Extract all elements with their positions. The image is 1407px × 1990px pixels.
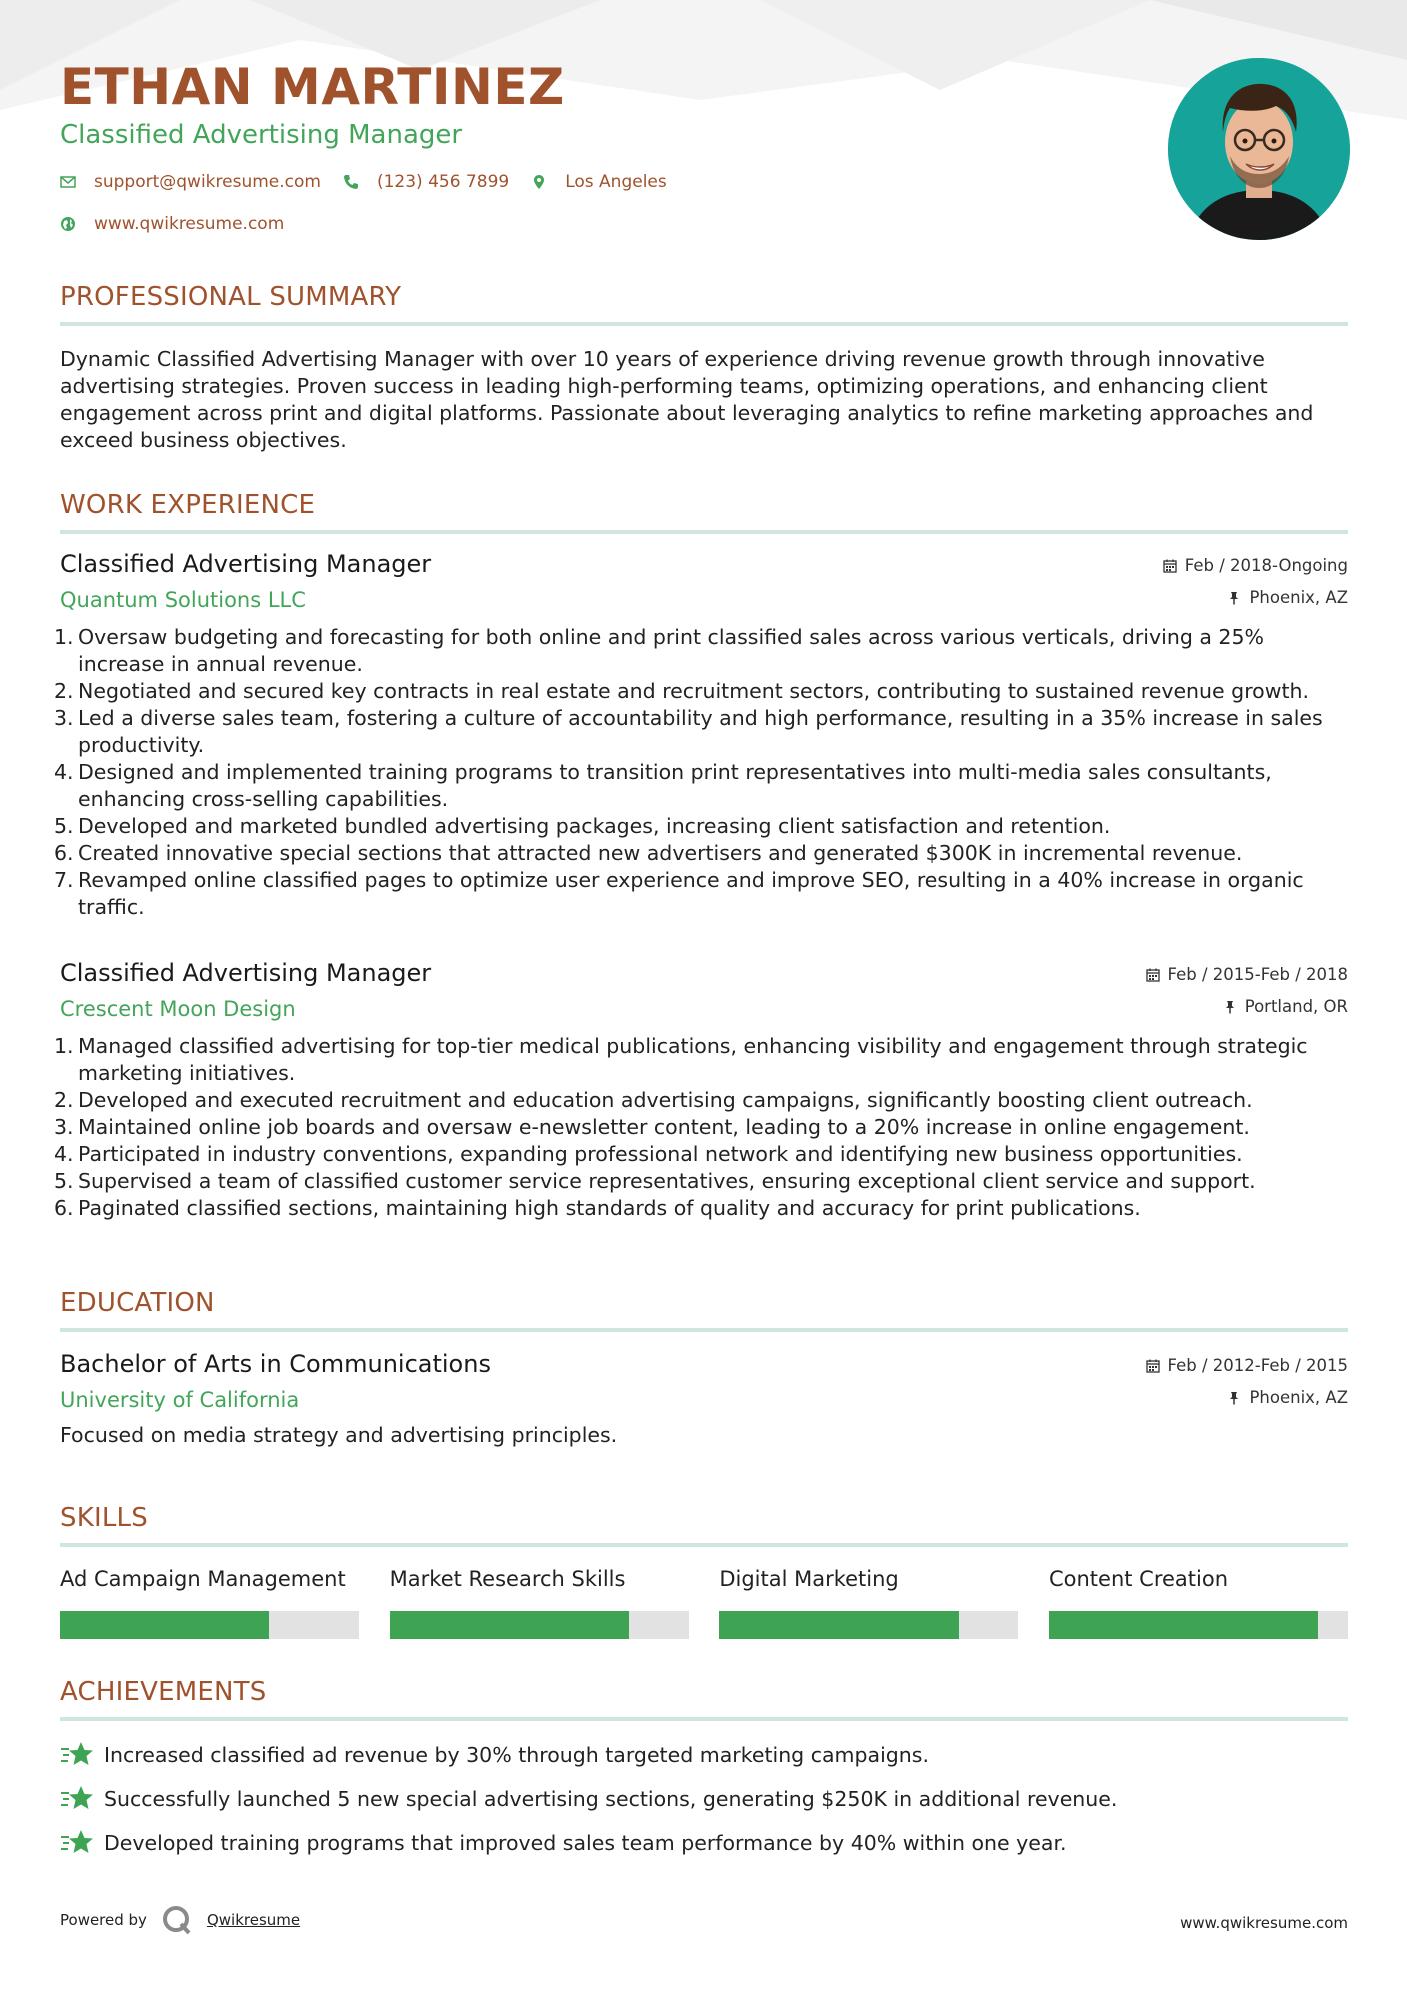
skill-bar-fill [60,1611,269,1639]
education-location [1227,1388,1348,1407]
list-item: 2. Negotiated and secured key contracts in real estate and recruitment sectors, contributing to sustained revenue growth. [54,679,1310,703]
achievement-text: Successfully launched 5 new special advertising sections, generating $250K in additional revenue. [104,1787,1118,1811]
summary-heading: PROFESSIONAL SUMMARY [60,282,402,312]
skill-bar [60,1611,359,1639]
skill-item [390,1567,689,1639]
summary-section [60,282,1348,454]
contact-location [531,172,667,192]
footer-website[interactable]: www.qwikresume.com [1180,1914,1348,1932]
list-item: 1. Oversaw budgeting and forecasting for both online and print classified sales across various verticals, driving a 25% increase in annual revenue. [54,625,1264,676]
achievement-text: Developed training programs that improved sales team performance by 40% within one year. [104,1831,1067,1855]
job-date [1146,965,1348,984]
job-title: Classified Advertising Manager [60,550,432,578]
pushpin-icon [1227,591,1241,605]
skill-name: Content Creation [1048,1567,1229,1591]
achievements-heading: ACHIEVEMENTS [60,1677,267,1707]
job-bullets [54,1033,1348,1222]
job-entry [54,550,1348,921]
job-bullets [54,624,1348,921]
location-text: Los Angeles [565,172,667,192]
skill-name: Digital Marketing [719,1567,899,1591]
list-item: 1. Managed classified advertising for top-tier medical publications, enhancing visibility and engagement through strategic marketing initiatives. [54,1034,1308,1085]
envelope-icon [60,174,76,190]
list-item: 6. Created innovative special sections that attracted new advertisers and generated $300K in incremental revenue. [54,841,1243,865]
powered-by-label: Powered by [60,1911,147,1929]
footer-powered-by [60,1904,300,1936]
education-heading: EDUCATION [60,1288,215,1318]
phone-icon [343,174,359,190]
contact-website[interactable] [60,214,284,234]
star-icon [60,1784,94,1814]
list-item: 3. Led a diverse sales team, fostering a culture of accountability and high performance, resulting in a 35% increase in sales productivity. [54,706,1323,757]
calendar-icon [1163,559,1177,573]
contact-row-1 [60,172,689,192]
skills-list [60,1567,1348,1639]
star-icon [60,1828,94,1858]
skill-bar-fill [390,1611,629,1639]
skill-bar [390,1611,689,1639]
degree: Bachelor of Arts in Communications [60,1350,491,1378]
job-date-text: Feb / 2015-Feb / 2018 [1167,965,1348,984]
skills-section [60,1503,1348,1639]
achievement-item [60,1821,1348,1865]
section-divider [60,1543,1348,1547]
achievement-item [60,1733,1348,1777]
section-divider [60,1717,1348,1721]
achievements-section [60,1677,1348,1865]
list-item: 6. Paginated classified sections, maintaining high standards of quality and accuracy for print publications. [54,1196,1141,1220]
experience-section [60,490,1348,534]
candidate-name: ETHAN MARTINEZ [60,58,565,116]
candidate-role: Classified Advertising Manager [60,120,463,150]
list-item: 5. Developed and marketed bundled advertising packages, increasing client satisfaction and retention. [54,814,1111,838]
section-divider [60,530,1348,534]
job-header [60,550,1348,616]
list-item: 4. Designed and implemented training programs to transition print representatives into multi-media sales consultants, enhancing cross-selling capabilities. [54,760,1272,811]
education-location-text: Phoenix, AZ [1249,1388,1348,1407]
footer [60,1900,1348,1940]
website-text: www.qwikresume.com [94,214,285,234]
map-pin-icon [531,174,547,190]
contact-row-2 [60,214,306,234]
school: University of California [60,1388,300,1412]
education-header [60,1350,1348,1416]
job-location [1227,588,1348,607]
list-item: 7. Revamped online classified pages to optimize user experience and improve SEO, resulting in a 40% increase in organic traffic. [54,868,1304,919]
skill-bar-fill [1049,1611,1318,1639]
job-date-text: Feb / 2018-Ongoing [1184,556,1348,575]
list-item: 2. Developed and executed recruitment and education advertising campaigns, significantly boosting client outreach. [54,1088,1253,1112]
avatar-illustration [1168,58,1350,240]
education-description: Focused on media strategy and advertising principles. [60,1423,618,1447]
pushpin-icon [1227,1391,1241,1405]
profile-photo [1168,58,1350,240]
calendar-icon [1146,1359,1160,1373]
experience-heading: WORK EXPERIENCE [60,490,316,520]
achievements-list [60,1733,1348,1865]
job-location [1223,997,1348,1016]
skill-name: Ad Campaign Management [60,1567,346,1591]
section-divider [60,1328,1348,1332]
phone-text: (123) 456 7899 [376,172,510,192]
summary-text: Dynamic Classified Advertising Manager with over 10 years of experience driving revenue growth through innovative advertising strategies. Proven success in leading high-performing teams, optimizing operations, and enhancing client engagement across print and digital platforms. Passionate about leveraging analytics to refine marketing approaches and exceed business objectives. [60,347,1314,452]
achievement-item [60,1777,1348,1821]
skills-heading: SKILLS [60,1503,148,1533]
job-location-text: Portland, OR [1244,997,1348,1016]
education-date [1146,1356,1348,1375]
skill-item [60,1567,359,1639]
skill-bar [719,1611,1018,1639]
calendar-icon [1146,968,1160,982]
qwikresume-logo-icon [161,1904,193,1936]
list-item: 3. Maintained online job boards and oversaw e-newsletter content, leading to a 20% increase in online engagement. [54,1115,1250,1139]
job-title: Classified Advertising Manager [60,959,432,987]
job-company: Crescent Moon Design [60,997,296,1021]
skill-name: Market Research Skills [389,1567,626,1591]
skill-bar-fill [719,1611,958,1639]
contact-phone[interactable] [343,172,509,192]
education-section [60,1288,1348,1449]
job-date [1163,556,1348,575]
email-text: support@qwikresume.com [94,172,321,192]
globe-icon [60,216,76,232]
star-icon [60,1740,94,1770]
job-entry [54,959,1348,1222]
education-date-text: Feb / 2012-Feb / 2015 [1167,1356,1348,1375]
skill-item [719,1567,1018,1639]
contact-email[interactable] [60,172,321,192]
skill-item [1049,1567,1348,1639]
job-header [60,959,1348,1025]
job-company: Quantum Solutions LLC [60,588,306,612]
list-item: 5. Supervised a team of classified customer service representatives, ensuring exceptional client service and support. [54,1169,1256,1193]
list-item: 4. Participated in industry conventions, expanding professional network and identifying new business opportunities. [54,1142,1243,1166]
brand-link[interactable]: Qwikresume [206,1911,301,1929]
pushpin-icon [1223,1000,1237,1014]
job-location-text: Phoenix, AZ [1249,588,1348,607]
achievement-text: Increased classified ad revenue by 30% through targeted marketing campaigns. [104,1743,929,1767]
section-divider [60,322,1348,326]
skill-bar [1049,1611,1348,1639]
